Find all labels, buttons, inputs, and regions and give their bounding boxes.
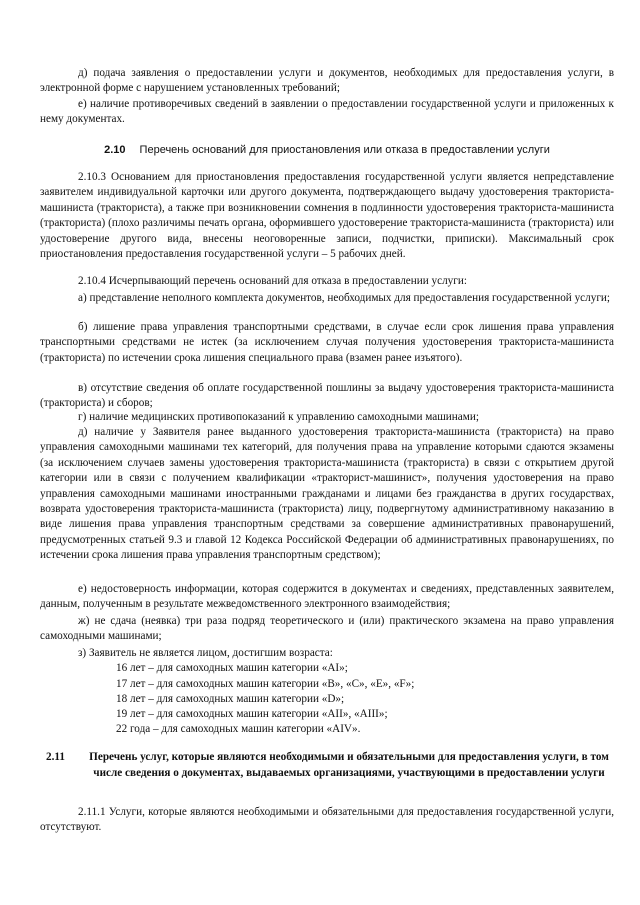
paragraph-2-10-3: 2.10.3 Основанием для приостановления предоставления государственной услуги является непредставление заявителем индивидуальной карточки или другого документа, подтверждающего выдачу удостоверения тракториста-машиниста (тракториста), а также при возникновении сомнения в подлинности удостоверения тракториста-машиниста (тракториста) (плохо различимы печать органа, оформившего удостоверение тракториста-машиниста (тракториста) или удостоверение другого вида, внесены неоговоренные записи, подчистки, приписки). Максимальный срок приостановления предоставления государственной услуги – 5 рабочих дней. [40, 171, 614, 261]
section-title: Перечень оснований для приостановления или отказа в предоставлении услуги [139, 144, 550, 156]
paragraph-2-10-4: 2.10.4 Исчерпывающий перечень оснований для отказа в предоставлении услуги: [78, 275, 467, 287]
section-number: 2.11 [46, 751, 65, 763]
refusal-item-a: а) представление неполного комплекта документов, необходимых для предоставления государственной услуги; [78, 292, 610, 304]
refusal-item-d: д) наличие у Заявителя ранее выданного удостоверения тракториста-машиниста (тракториста) на право управления самоходными машинами тех категорий, для получения права на управление которыми сдаются экзамены (за исключением случаев замены удостоверения тракториста-машиниста (тракториста) в связи с открытием другой категории или в связи с получением квалификации «тракторист-машинист», получения удостоверения на право управления самоходными машинами иностранными гражданами и лицами без гражданства в других государствах, возврата удостоверения тракториста-машиниста (тракториста) лицу, подвергнутому административному наказанию в виде лишения права управления транспортным средствами за совершение административных правонарушений, предусмотренных статьей 9.3 и главой 12 Кодекса Российской Федерации об административных правонарушениях, по истечении срока лишения права управления транспортным средством); [40, 426, 614, 562]
age-item-2: 17 лет – для самоходных машин категории «B», «C», «E», «F»; [116, 678, 415, 690]
section-number: 2.10 [104, 144, 126, 156]
section-heading-2-10 [40, 143, 614, 158]
refusal-item-v: в) отсутствие сведения об оплате государственной пошлины за выдачу удостоверения тракториста-машиниста (тракториста) и сборов; [40, 382, 614, 410]
refusal-item-g: г) наличие медицинских противопоказаний к управлению самоходными машинами; [78, 411, 479, 423]
paragraph-2-11-1: 2.11.1 Услуги, которые являются необходимыми и обязательными для предоставления государственной услуги, отсутствуют. [40, 806, 614, 834]
refusal-item-e: е) недостоверность информации, которая содержится в документах и сведениях, представленных заявителем, данным, полученным в результате межведомственного электронного взаимодействия; [40, 583, 614, 611]
section-title: Перечень услуг, которые являются необходимыми и обязательными для предоставления услуги, в том числе сведения о документах, выдаваемых организациями, участвующими в предоставлении услуги [89, 751, 609, 779]
section-heading-2-11 [40, 750, 614, 781]
refusal-item-b: б) лишение права управления транспортными средствами, в случае если срок лишения права управления транспортными средствами не истек (за исключением случая получения удостоверения тракториста-машиниста (тракториста) по истечении срока лишения специального права (взамен ранее изъятого). [40, 321, 614, 364]
age-item-1: 16 лет – для самоходных машин категории «AI»; [116, 662, 348, 674]
age-item-5: 22 года – для самоходных машин категории «AIV». [116, 723, 361, 735]
paragraph-item-d: д) подача заявления о предоставлении услуги и документов, необходимых для предоставления услуги, в электронной форме с нарушением установленных требований; [40, 67, 614, 95]
refusal-item-zh: ж) не сдача (неявка) три раза подряд теоретического и (или) практического экзамена на право управления самоходными машинами; [40, 615, 614, 643]
age-item-3: 18 лет – для самоходных машин категории «D»; [116, 693, 345, 705]
paragraph-item-e: е) наличие противоречивых сведений в заявлении о предоставлении государственной услуги и приложенных к нему документах. [40, 98, 614, 126]
age-item-4: 19 лет – для самоходных машин категории «AII», «AIII»; [116, 708, 388, 720]
refusal-item-z: з) Заявитель не является лицом, достигшим возраста: [78, 647, 333, 659]
